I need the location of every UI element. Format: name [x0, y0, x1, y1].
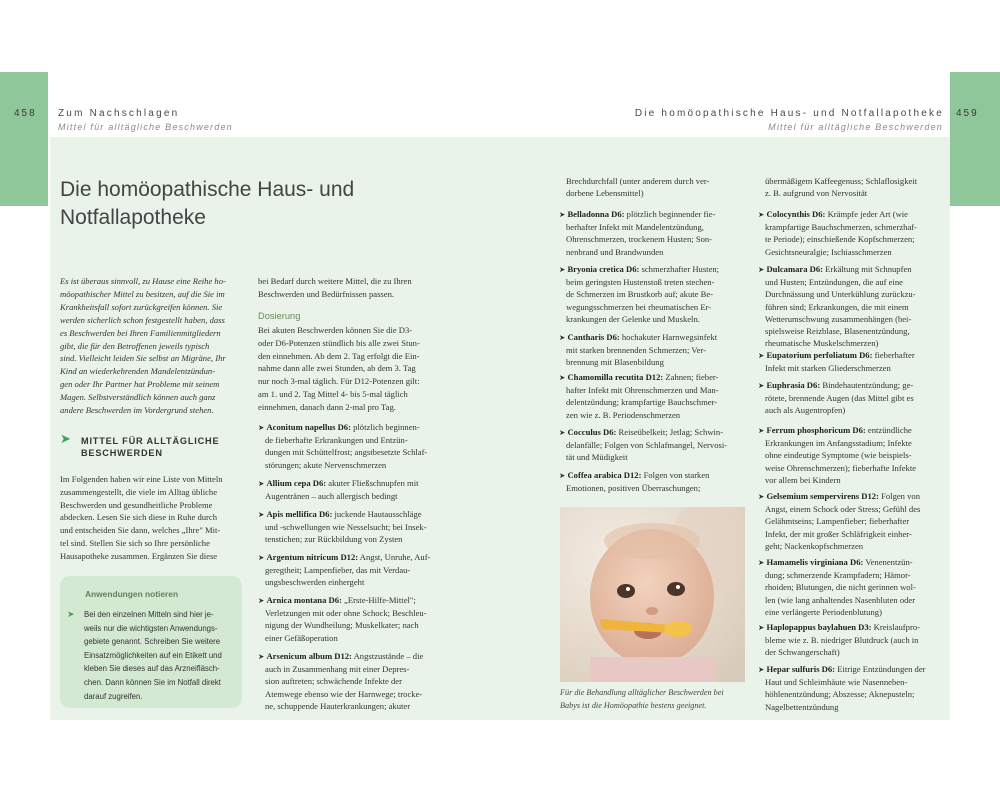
remedy-entry: [758, 424, 916, 486]
left-header-title: Zum Nachschlagen: [58, 108, 180, 119]
remedy-text: Folgen von starken: [641, 470, 710, 480]
section-text-line: und entscheiden Sie dann, welches „Ihre" Mit-: [60, 525, 221, 536]
remedy-entry: [559, 263, 719, 325]
remedy-entry: [758, 379, 914, 417]
section-heading-line: MITTEL FÜR ALLTÄGLICHE: [81, 436, 220, 446]
remedy-entry: [559, 469, 709, 494]
remedy-line: [258, 551, 430, 564]
remedy-line: [758, 621, 920, 634]
caption-line: Babys ist die Homöopathie bestens geeignet.: [560, 701, 707, 710]
arrow-icon: ➤: [758, 351, 765, 360]
remedy-line: vor allem bei Kindern: [765, 474, 841, 485]
section-text-line: zusammengestellt, die viele im Alltag übliche: [60, 486, 218, 497]
dosing-heading: Dosierung: [258, 311, 301, 321]
remedy-line: [758, 349, 915, 362]
remedy-entry: [258, 650, 423, 712]
remedy-text: Eitrige Entzündungen der: [835, 664, 926, 674]
remedy-entry: [559, 208, 715, 258]
remedy-line: auch in Zusammenhang mit einer Depres-: [265, 664, 410, 675]
remedy-line: ne, schuppende Hauterkrankungen; akuter: [265, 700, 411, 711]
remedy-line: weise Ohrenschmerzen); fieberhafte Infekte: [765, 462, 917, 473]
remedy-text: Venenentzün-: [863, 557, 913, 567]
remedy-line: berhafter Infekt mit Mandelentzündung,: [566, 222, 704, 233]
remedy-line: [758, 208, 917, 221]
remedy-name: Hamamelis virginiana D6:: [766, 557, 864, 567]
remedy-entry: [758, 263, 916, 349]
remedy-line: zen wie z. B. Periodenschmerzen: [566, 409, 681, 420]
intro-line: andere Beschwerden im Vordergrund stehen.: [60, 405, 214, 416]
remedy-line: [559, 208, 715, 221]
text-line: nahme dann alle zwei Stunden, ab dem 3. Tag: [258, 363, 416, 374]
article-title: [60, 176, 520, 232]
remedy-line: Augentränen – auch allergisch bedingt: [265, 491, 398, 502]
remedy-name: Haplopappus baylahuen D3:: [766, 622, 872, 632]
arrow-icon: ➤: [258, 423, 265, 432]
remedy-line: tät und Müdigkeit: [566, 452, 628, 463]
remedy-line: te Periode); einschießende Kopfschmerzen;: [765, 234, 915, 245]
arrow-icon: ➤: [559, 471, 566, 480]
remedy-line: nenbrand und Brandwunden: [566, 246, 664, 257]
remedy-text: Kreislaufpro-: [871, 622, 920, 632]
text-line: einnehmen, danach dann 2-mal pro Tag.: [258, 401, 396, 412]
right-header-title: Die homöopathische Haus- und Notfallapotheke: [634, 108, 944, 119]
remedy-line: mit starken brennenden Schmerzen; Ver-: [566, 345, 706, 356]
remedy-name: Colocynthis D6:: [766, 209, 826, 219]
text-line: am 1. und 2. Tag Mittel 4- bis 5-mal täglich: [258, 388, 408, 399]
remedy-line: Erkrankungen im Anfangsstadium; Infekte: [765, 438, 912, 449]
remedy-name: Argentum nitricum D12:: [266, 552, 359, 562]
remedy-text: Erkältung mit Schnupfen: [823, 264, 912, 274]
arrow-icon: ➤: [758, 265, 765, 274]
remedy-line: Verletzungen mit oder ohne Schock; Beschleu-: [265, 608, 427, 619]
remedy-name: Hepar sulfuris D6:: [766, 664, 836, 674]
info-box-arrow-icon: ➤: [67, 610, 75, 620]
info-box-line: chen. Dann können Sie im Notfall direkt: [84, 677, 221, 687]
section-arrow-icon: ➤: [60, 432, 71, 447]
baby-photo-illustration: [560, 507, 745, 682]
remedy-line: brennung mit Blasenbildung: [566, 357, 664, 368]
remedy-name: Chamomilla recutita D12:: [567, 372, 664, 382]
intro-line: Krankheitsfall sofort zurückgreifen können. Sie: [60, 301, 223, 312]
remedy-name: Euphrasia D6:: [766, 380, 821, 390]
remedy-entry: [258, 508, 427, 546]
remedy-line: dungen mit Schüttelfrost; angstbesetzte Schlaf-: [265, 447, 428, 458]
text-line: Beschwerden und Bedürfnissen passen.: [258, 288, 395, 299]
info-box-line: weils nur die wichtigsten Anwendungs-: [84, 623, 218, 633]
article-title-line: Die homöopathische Haus- und: [60, 178, 355, 201]
remedy-name: Apis mellifica D6:: [266, 509, 333, 519]
arrow-icon: ➤: [559, 373, 566, 382]
column-4-top: [765, 175, 947, 199]
remedy-line: rhoiden; Blutungen, die nicht gerinnen wol-: [765, 582, 916, 593]
text-line: nur noch 3-mal täglich. Für D12-Potenzen gilt:: [258, 376, 420, 387]
remedy-name: Arsenicum album D12:: [266, 651, 352, 661]
text-line: dorbene Lebensmittel): [566, 188, 644, 199]
column-2-top: [258, 275, 448, 301]
remedy-line: de fieberhafte Erkrankungen und Entzün-: [265, 435, 408, 446]
remedy-line: [559, 331, 717, 344]
intro-line: werden sicherlich schon festgestellt haben, dass: [60, 314, 225, 325]
remedy-entry: [758, 490, 920, 552]
remedy-entry: [758, 556, 916, 618]
intro-line: Kind an wiederkehrenden Mandelentzündun-: [60, 366, 216, 377]
remedy-name: Cocculus D6:: [567, 427, 617, 437]
remedy-line: Gesichtsneuralgie; Ischiasschmerzen: [765, 246, 892, 257]
remedy-line: Infekt, der mit großer Schläfrigkeit einher-: [765, 528, 912, 539]
remedy-line: Atemwege ebenso wie der Harnwege; trocke-: [265, 688, 423, 699]
text-line: bei Bedarf durch weitere Mittel, die zu Ihren: [258, 276, 412, 286]
intro-line: Magen. Selbstverständlich können auch ganz: [60, 392, 216, 403]
column-1: [60, 275, 250, 417]
remedy-line: störungen; akute Nervenschmerzen: [265, 459, 387, 470]
remedy-line: [258, 508, 427, 521]
remedy-text: entzündliche: [865, 425, 912, 435]
remedy-entry: [258, 421, 427, 471]
remedy-line: führen sind; Erkrankungen, die mit einem: [765, 301, 909, 312]
remedy-line: rötete, brennende Augen (das Mittel gibt es: [765, 393, 914, 404]
remedy-text: Folgen von: [878, 491, 921, 501]
remedy-entry: [258, 551, 430, 589]
remedy-line: [758, 263, 916, 276]
remedy-line: Nagelbettentzündung: [765, 701, 839, 712]
arrow-icon: ➤: [559, 333, 566, 342]
remedy-entry: [559, 371, 718, 421]
intro-line: gen oder Ihr Partner hat Probleme mit seinem: [60, 379, 220, 390]
info-box-line: gebiete genannt. Schreiben Sie weitere: [84, 637, 221, 647]
section-heading-line: BESCHWERDEN: [81, 448, 163, 458]
right-header-subtitle: Mittel für alltägliche Beschwerden: [768, 122, 943, 132]
info-box-line: kleben Sie dieses auf das Arzneifläsch-: [84, 664, 220, 674]
section-text-line: tel sind. Stellen Sie sich so Ihre persönliche: [60, 537, 210, 548]
intro-paragraph: [60, 275, 250, 417]
arrow-icon: ➤: [758, 381, 765, 390]
arrow-icon: ➤: [258, 479, 265, 488]
intro-line: es Beschwerden bei Ihren Familienmitgliedern: [60, 327, 221, 338]
remedy-line: [758, 379, 914, 392]
left-page-tab: [0, 72, 48, 206]
remedy-line: Emotionen, positiven Überraschungen;: [566, 483, 701, 494]
arrow-icon: ➤: [559, 265, 566, 274]
remedy-line: [258, 477, 419, 490]
column-3-top: [566, 175, 748, 199]
text-line: Bei akuten Beschwerden können Sie die D3-: [258, 325, 413, 335]
remedy-name: Aconitum napellus D6:: [266, 422, 351, 432]
remedy-line: [559, 469, 709, 482]
remedy-name: Dulcamara D6:: [766, 264, 824, 274]
remedy-line: [258, 421, 427, 434]
remedy-line: rheumatische Muskelschmerzen): [765, 338, 879, 349]
remedy-line: wegungsschmerzen bei rheumatischen Er-: [566, 301, 712, 312]
remedy-line: ungsbeschwerden einhergeht: [265, 577, 365, 588]
remedy-line: spielsweise Reizblase, Blasenentzündung,: [765, 326, 910, 337]
remedy-text: plötzlich beginnen-: [350, 422, 420, 432]
remedy-name: Gelsemium sempervirens D12:: [766, 491, 879, 501]
remedy-line: geht; Nackenkopfschmerzen: [765, 540, 864, 551]
arrow-icon: ➤: [258, 553, 265, 562]
arrow-icon: ➤: [758, 210, 765, 219]
arrow-icon: ➤: [258, 652, 265, 661]
arrow-icon: ➤: [758, 558, 765, 567]
text-line: Brechdurchfall (unter anderem durch ver-: [566, 176, 710, 186]
remedy-line: Gelähmtseins; Lampenfieber; fieberhafter: [765, 516, 910, 527]
remedy-line: eine verlängerte Periodenblutung): [765, 606, 882, 617]
remedy-line: krankungen der Gelenke und Muskeln.: [566, 313, 700, 324]
info-box-line: Bei den einzelnen Mitteln sind hier je-: [84, 610, 214, 619]
section-text-line: abdecken. Lesen Sie sich diese in Ruhe durch: [60, 512, 218, 523]
arrow-icon: ➤: [758, 492, 765, 501]
remedy-line: [559, 426, 727, 439]
remedy-name: Allium cepa D6:: [266, 478, 327, 488]
baby-photo: [560, 507, 745, 682]
right-page-number: 459: [956, 108, 979, 119]
remedy-text: Angst, Unruhe, Auf-: [358, 552, 431, 562]
remedy-name: Bryonia cretica D6:: [567, 264, 640, 274]
remedy-line: tenstichen; zur Rückbildung von Zysten: [265, 534, 403, 545]
info-box-line: darauf zugreifen.: [84, 691, 143, 701]
remedy-line: [758, 424, 916, 437]
remedy-line: nigung der Wundheilung; Muskelkater; nach: [265, 620, 419, 631]
arrow-icon: ➤: [559, 210, 566, 219]
remedy-line: ohne eindeutige Symptome (wie beispiels-: [765, 450, 912, 461]
remedy-name: Coffea arabica D12:: [567, 470, 642, 480]
remedy-line: beim geringsten Hustenstoß treten stechen-: [566, 277, 715, 288]
photo-caption: [560, 686, 760, 712]
remedy-line: Infekt mit starken Gliederschmerzen: [765, 363, 891, 374]
left-header-subtitle: Mittel für alltägliche Beschwerden: [58, 122, 233, 132]
remedy-line: und Husten; Entzündungen, die auf eine: [765, 277, 903, 288]
remedy-entry: [258, 594, 427, 644]
intro-line: Es ist überaus sinnvoll, zu Hause eine Reihe ho-: [60, 276, 226, 286]
remedy-name: Belladonna D6:: [567, 209, 625, 219]
remedy-text: „Erste-Hilfe-Mittel";: [341, 595, 416, 605]
remedy-line: len (wie lang anhaltendes Nasenbluten oder: [765, 594, 916, 605]
info-box-text: [84, 608, 239, 703]
remedy-line: und -schwellungen wie Nesselsucht; bei Insek-: [265, 522, 427, 533]
remedy-entry: [258, 477, 419, 502]
remedy-entry: [758, 208, 917, 258]
remedy-text: Zahnen; fieber-: [663, 372, 719, 382]
section-text: [60, 473, 250, 563]
remedy-line: delentzündung; krampfartige Bauchschmer-: [566, 397, 718, 408]
remedy-text: fieberhafter: [872, 350, 915, 360]
remedy-text: Bindehautentzündung; ge-: [820, 380, 914, 390]
left-page-number: 458: [14, 108, 37, 119]
remedy-line: [758, 663, 926, 676]
text-line: oder D6-Potenzen stündlich bis alle zwei Stun-: [258, 337, 420, 348]
info-box-line: Einsatzmöglichkeiten auf ein Etikett und: [84, 650, 222, 660]
remedy-line: krampfartige Bauchschmerzen, schmerzhaf-: [765, 222, 917, 233]
arrow-icon: ➤: [258, 510, 265, 519]
remedy-line: [258, 650, 423, 663]
remedy-entry: [758, 663, 926, 713]
remedy-entry: [559, 331, 717, 369]
remedy-line: geregtheit; Lampenfieber, das mit Verdau-: [265, 565, 411, 576]
right-page-tab: [950, 72, 1000, 206]
remedy-text: Angstzustände – die: [351, 651, 424, 661]
remedy-name: Arnica montana D6:: [266, 595, 342, 605]
info-box-title: Anwendungen notieren: [85, 589, 179, 599]
remedy-line: Ohrenschmerzen, trockenem Husten; Son-: [566, 234, 713, 245]
remedy-line: [559, 371, 718, 384]
remedy-line: hafter Infekt mit Ohrenschmerzen und Man-: [566, 385, 719, 396]
intro-line: gibt, die für den Betroffenen jeweils typisch: [60, 340, 210, 351]
section-heading: [60, 432, 250, 459]
remedy-line: auch als Augentropfen): [765, 405, 846, 416]
remedy-line: Haut und Schleimhäute wie Nasenneben-: [765, 677, 908, 688]
arrow-icon: ➤: [758, 426, 765, 435]
arrow-icon: ➤: [559, 428, 566, 437]
remedy-text: Reiseübelkeit; Jetlag; Schwin-: [616, 427, 724, 437]
arrow-icon: ➤: [258, 596, 265, 605]
remedy-line: [559, 263, 719, 276]
remedy-line: [758, 556, 916, 569]
article-title-line: Notfallapotheke: [60, 206, 206, 229]
remedy-text: Krämpfe jeder Art (wie: [825, 209, 908, 219]
remedy-name: Ferrum phosphoricum D6:: [766, 425, 866, 435]
text-line: übermäßigem Kaffeegenuss; Schlaflosigkeit: [765, 176, 918, 186]
remedy-line: bleme wie z. B. niedriger Blutdruck (auch in: [765, 635, 919, 646]
remedy-name: Cantharis D6:: [567, 332, 620, 342]
remedy-line: [258, 594, 427, 607]
remedy-entry: [559, 426, 727, 464]
section-text-line: Beschwerden und gesundheitliche Probleme: [60, 499, 213, 510]
intro-line: sind. Vielleicht leiden Sie selbst an Migräne, Ihr: [60, 353, 226, 364]
remedy-line: dung; schmerzende Krampfadern; Hämor-: [765, 570, 911, 581]
text-line: z. B. aufgrund von Nervosität: [765, 188, 868, 199]
remedy-line: de Schmerzen im Brustkorb auf; akute Be-: [566, 289, 714, 300]
remedy-text: juckende Hautausschläge: [332, 509, 422, 519]
remedy-entry: [758, 621, 920, 659]
remedy-text: schmerzhafter Husten;: [639, 264, 720, 274]
intro-line: möopathischer Mittel zu besitzen, auf die Sie im: [60, 288, 225, 299]
caption-line: Für die Behandlung alltäglicher Beschwerden bei: [560, 688, 724, 697]
remedy-line: Wetterumschwung zusammenhängen (bei-: [765, 313, 912, 324]
remedy-line: Durchnässung und Unterkühlung zurückzu-: [765, 289, 916, 300]
section-text-line: Hausapotheke zusammen. Ergänzen Sie diese: [60, 550, 218, 561]
info-box: [60, 576, 242, 708]
remedy-line: höhlenentzündung; Abszesse; Aknepusteln;: [765, 689, 915, 700]
arrow-icon: ➤: [758, 623, 765, 632]
remedy-text: hochakuter Harnwegsinfekt: [619, 332, 718, 342]
remedy-text: akuter Fließschnupfen mit: [326, 478, 419, 488]
remedy-name: Eupatorium perfoliatum D6:: [766, 350, 873, 360]
remedy-text: plötzlich beginnender fie-: [624, 209, 716, 219]
remedy-line: der Schwangerschaft): [765, 647, 840, 658]
remedy-line: sion auftreten; schwächende Infekte der: [265, 676, 402, 687]
section-text-line: Im Folgenden haben wir eine Liste von Mitteln: [60, 474, 223, 484]
text-line: den einnehmen. Ab dem 2. Tag erfolgt die Ein-: [258, 350, 420, 361]
remedy-line: delanfälle; Folgen von Schlafmangel, Nervosi-: [566, 440, 728, 451]
remedy-line: einer Gefäßoperation: [265, 632, 338, 643]
remedy-line: [758, 490, 920, 503]
dosing-text: [258, 324, 448, 414]
remedy-line: Angst, einem Schock oder Stress; Gefühl des: [765, 504, 921, 515]
arrow-icon: ➤: [758, 665, 765, 674]
remedy-entry: [758, 349, 915, 374]
